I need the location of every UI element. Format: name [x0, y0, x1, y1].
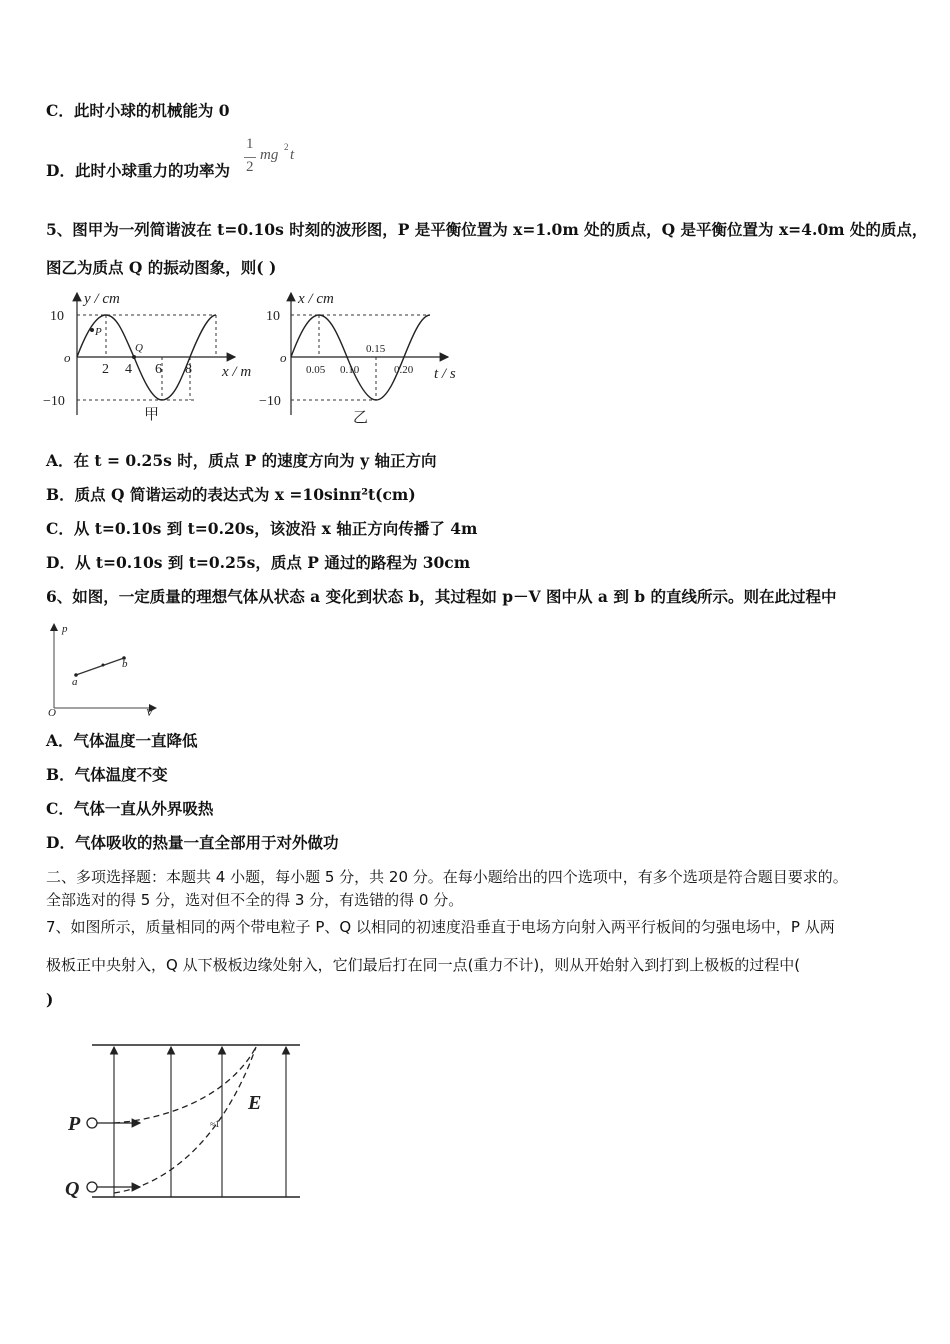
pv-label-b: b: [122, 658, 128, 670]
yi-xtick: 0.20: [394, 364, 414, 376]
formula-tail: t: [290, 147, 295, 163]
trajectory-p: [114, 1047, 256, 1123]
q7-stem-line1: 7、如图所示，质量相同的两个带电粒子 P、Q 以相同的初速度沿垂直于电场方向射入两平行板间的匀强电场中，P 从两: [46, 918, 835, 936]
yi-xtick: 0.10: [340, 364, 360, 376]
pv-origin: O: [48, 707, 56, 719]
label-mark: ≈1: [210, 1119, 220, 1129]
yi-x-label: t / s: [434, 366, 456, 382]
formula-superscript: 2: [284, 142, 289, 152]
label-e: E: [248, 1092, 262, 1114]
formula-expression: mg: [260, 147, 279, 163]
formula-denominator: 2: [246, 159, 254, 175]
jia-origin: o: [64, 350, 71, 365]
jia-ytick-top: 10: [50, 309, 64, 324]
q5-option-b: B．质点 Q 简谐运动的表达式为 x =10sinπ²t(cm): [46, 485, 416, 504]
pv-v-label: V: [146, 707, 153, 719]
jia-xtick: 6: [155, 362, 162, 377]
q5-option-c: C．从 t=0.10s 到 t=0.20s，该波沿 x 轴正方向传播了 4m: [46, 519, 478, 538]
jia-xtick: 2: [102, 362, 109, 377]
jia-caption: 甲: [144, 407, 160, 423]
jia-xtick: 8: [185, 362, 192, 377]
q5-figure-yi: [258, 285, 468, 430]
q5-stem-line2: 图乙为质点 Q 的振动图象，则( ): [46, 258, 277, 277]
section2-instructions-line1: 二、多项选择题：本题共 4 小题，每小题 5 分，共 20 分。在每小题给出的四个选项中，有多个选项是符合题目要求的。: [46, 868, 848, 886]
q5-stem-line1: 5、图甲为一列简谐波在 t=0.10s 时刻的波形图，P 是平衡位置为 x=1.0m 处的质点，Q 是平衡位置为 x=4.0m 处的质点，: [46, 220, 928, 239]
pv-label-a: a: [72, 676, 78, 688]
jia-xtick: 4: [125, 362, 132, 377]
yi-xtick: 0.15: [366, 343, 386, 355]
q7-stem-line3: ): [46, 990, 54, 1009]
q4-formula: [244, 136, 304, 184]
pv-process-line: [76, 658, 124, 675]
yi-y-label: x / cm: [298, 291, 334, 307]
jia-ytick-bottom: −10: [43, 394, 65, 409]
jia-x-label: x / m: [222, 364, 252, 380]
particle-q: [87, 1182, 97, 1192]
jia-y-label: y / cm: [84, 291, 120, 307]
yi-xtick: 0.05: [306, 364, 326, 376]
q6-option-d: D．气体吸收的热量一直全部用于对外做功: [46, 833, 339, 852]
q6-option-a: A．气体温度一直降低: [46, 731, 198, 750]
jia-label-p: P: [95, 326, 102, 338]
label-q: Q: [65, 1178, 80, 1200]
q4-option-c: C．此时小球的机械能为 0: [46, 101, 230, 120]
yi-ytick-bottom: −10: [259, 394, 281, 409]
q5-option-d: D．从 t=0.10s 到 t=0.25s，质点 P 通过的路程为 30cm: [46, 553, 471, 572]
q6-stem: 6、如图，一定质量的理想气体从状态 a 变化到状态 b，其过程如 p－V 图中从 a 到 b 的直线所示。则在此过程中: [46, 587, 837, 606]
q7-field-figure: [60, 1035, 305, 1205]
q4-option-d: [46, 160, 230, 182]
q4-option-d-text: D．此时小球重力的功率为: [46, 161, 230, 180]
label-p: P: [68, 1113, 81, 1135]
q6-pv-figure: [44, 620, 164, 720]
q6-option-c: C．气体一直从外界吸热: [46, 799, 214, 818]
q5-figure-jia: [40, 285, 265, 430]
yi-ytick-top: 10: [266, 309, 280, 324]
jia-point-p: [90, 328, 94, 332]
particle-p: [87, 1118, 97, 1128]
jia-point-q: [132, 355, 136, 359]
section2-instructions-line2: 全部选对的得 5 分，选对但不全的得 3 分，有选错的得 0 分。: [46, 891, 464, 909]
yi-caption: 乙: [353, 410, 369, 426]
jia-label-q: Q: [135, 342, 143, 354]
pv-p-label: p: [62, 623, 68, 635]
yi-origin: o: [280, 350, 287, 365]
q7-stem-line2: 极板正中央射入，Q 从下极板边缘处射入，它们最后打在同一点(重力不计)，则从开始射入到打到上极板的过程中(: [46, 956, 801, 974]
pv-midpoint: [102, 664, 105, 667]
q6-option-b: B．气体温度不变: [46, 765, 168, 784]
q5-option-a: A．在 t = 0.25s 时，质点 P 的速度方向为 y 轴正方向: [46, 451, 437, 470]
formula-numerator: 1: [246, 136, 254, 152]
